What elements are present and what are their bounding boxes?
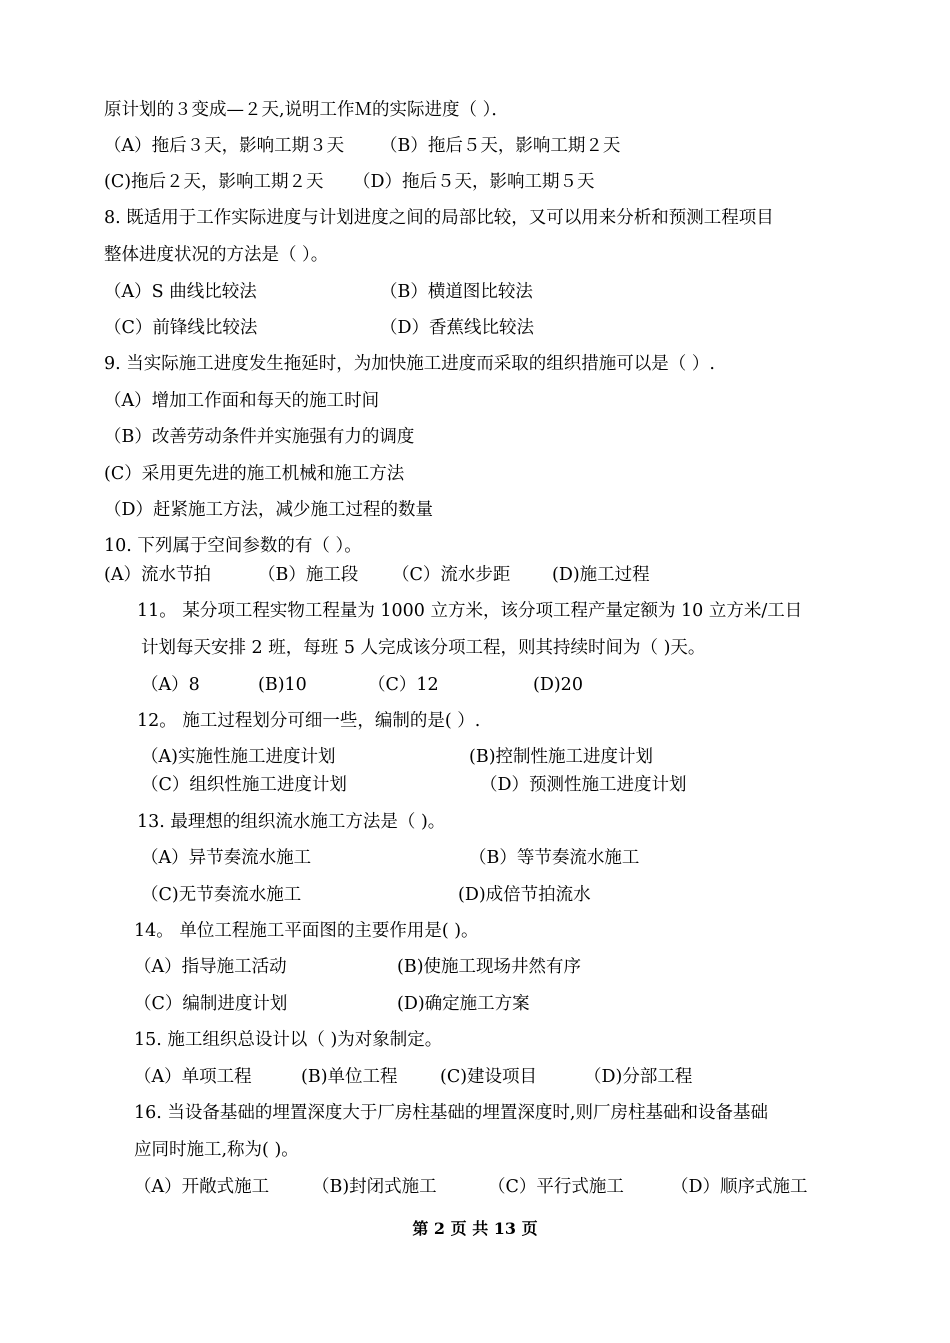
q11-option-b: (B)10 bbox=[258, 675, 307, 695]
q8-option-a: （A）S 曲线比较法 bbox=[104, 282, 257, 302]
q16-text-line2: 应同时施工,称为( )。 bbox=[134, 1140, 299, 1160]
q15-option-d: （D)分部工程 bbox=[584, 1067, 693, 1087]
q13-option-b: （B）等节奏流水施工 bbox=[469, 848, 640, 868]
q9-option-c: (C）采用更先进的施工机械和施工方法 bbox=[104, 464, 405, 484]
q10-option-c: （C）流水步距 bbox=[392, 565, 511, 585]
q11-text-line2: 计划每天安排 2 班，每班 5 人完成该分项工程，则其持续时间为（ )天。 bbox=[141, 638, 706, 658]
q9-option-d: （D）赶紧施工方法，减少施工过程的数量 bbox=[104, 500, 434, 520]
q13-option-a: （A）异节奏流水施工 bbox=[141, 848, 312, 868]
q10-option-b: （B）施工段 bbox=[258, 565, 359, 585]
q13-option-c: （C)无节奏流水施工 bbox=[141, 885, 302, 905]
q7-option-d: （D）拖后５天，影响工期５天 bbox=[353, 172, 595, 192]
q10-option-d: (D)施工过程 bbox=[552, 565, 650, 585]
q7-continuation: 原计划的３变成—２天,说明工作Ｍ的实际进度（ ）． bbox=[104, 100, 509, 120]
q12-option-d: （D）预测性施工进度计划 bbox=[480, 775, 687, 795]
q9-option-b: （B）改善劳动条件并实施强有力的调度 bbox=[104, 427, 415, 447]
q15-option-b: (B)单位工程 bbox=[301, 1067, 398, 1087]
q15-option-a: （A）单项工程 bbox=[134, 1067, 252, 1087]
q12-option-a: （A)实施性施工进度计划 bbox=[141, 747, 336, 767]
q8-option-b: （B）横道图比较法 bbox=[380, 282, 533, 302]
q16-option-a: （A）开敞式施工 bbox=[134, 1177, 270, 1197]
q12-option-c: （C）组织性施工进度计划 bbox=[141, 775, 347, 795]
q9-option-a: （A）增加工作面和每天的施工时间 bbox=[104, 391, 380, 411]
q8-option-c: （C）前锋线比较法 bbox=[104, 318, 258, 338]
page-footer: 第 2 页 共 13 页 bbox=[412, 1219, 538, 1238]
q8-text-line1: 8. 既适用于工作实际进度与计划进度之间的局部比较，又可以用来分析和预测工程项目 bbox=[104, 208, 774, 228]
q16-option-d: （D）顺序式施工 bbox=[671, 1177, 808, 1197]
q11-option-c: （C）12 bbox=[368, 675, 439, 695]
q16-option-c: （C）平行式施工 bbox=[488, 1177, 624, 1197]
q14-option-a: （A）指导施工活动 bbox=[134, 957, 287, 977]
q13-option-d: (D)成倍节拍流水 bbox=[458, 885, 591, 905]
q8-text-line2: 整体进度状况的方法是（ ）。 bbox=[104, 245, 329, 265]
q11-option-d: (D)20 bbox=[533, 675, 583, 695]
q14-text: 14。 单位工程施工平面图的主要作用是( )。 bbox=[134, 921, 479, 941]
q7-option-a: （A）拖后３天，影响工期３天 bbox=[104, 136, 345, 156]
q16-option-b: （B)封闭式施工 bbox=[312, 1177, 437, 1197]
q11-text-line1: 11。 某分项工程实物工程量为 1000 立方米，该分项工程产量定额为 10 立方米/工日 bbox=[137, 601, 803, 621]
q7-option-b: （B）拖后５天，影响工期２天 bbox=[380, 136, 621, 156]
q15-option-c: (C)建设项目 bbox=[440, 1067, 538, 1087]
q15-text: 15. 施工组织总设计以（ )为对象制定。 bbox=[134, 1030, 443, 1050]
q13-text: 13. 最理想的组织流水施工方法是（ )。 bbox=[137, 812, 446, 832]
q9-text: 9. 当实际施工进度发生拖延时，为加快施工进度而采取的组织措施可以是（ ）. bbox=[104, 354, 715, 374]
q7-option-c: (C)拖后２天，影响工期２天 bbox=[104, 172, 324, 192]
q10-text: 10. 下列属于空间参数的有（ ）。 bbox=[104, 536, 362, 556]
q11-option-a: （A）8 bbox=[141, 675, 200, 695]
q16-text-line1: 16. 当设备基础的埋置深度大于厂房柱基础的埋置深度时,则厂房柱基础和设备基础 bbox=[134, 1103, 768, 1123]
q12-option-b: (B)控制性施工进度计划 bbox=[469, 747, 654, 767]
q14-option-d: (D)确定施工方案 bbox=[397, 994, 530, 1014]
q14-option-b: (B)使施工现场井然有序 bbox=[397, 957, 582, 977]
q14-option-c: （C）编制进度计划 bbox=[134, 994, 288, 1014]
q10-option-a: (A）流水节拍 bbox=[104, 565, 211, 585]
q12-text: 12。 施工过程划分可细一些，编制的是( ）. bbox=[137, 711, 481, 731]
q8-option-d: （D）香蕉线比较法 bbox=[380, 318, 535, 338]
